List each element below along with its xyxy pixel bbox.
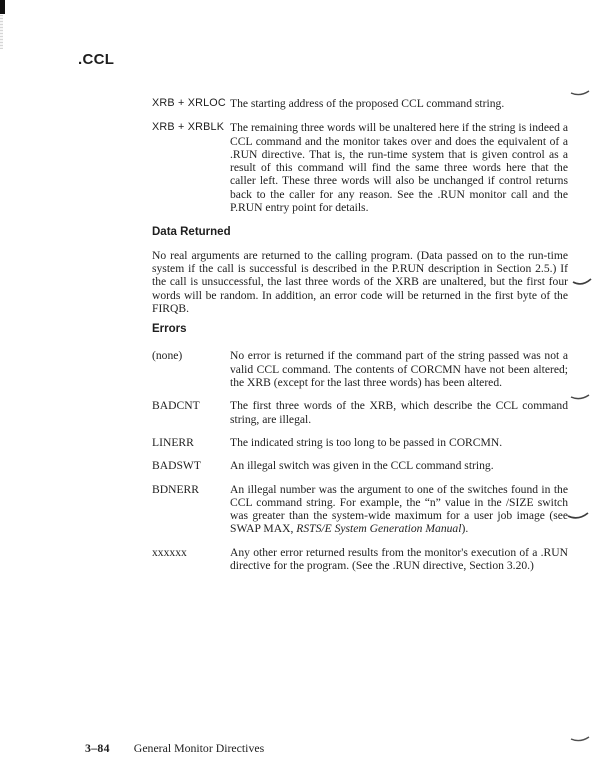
- error-row-none: [152, 349, 568, 389]
- page-number: 3–84: [85, 741, 110, 755]
- xrb-field-description: The remaining three words will be unaltered here if the string is indeed a CCL command and the monitor takes over and does the equivalent of a .RUN directive. That is, the run-time system that is given control as a result of this command will find the same three words here that the caller left. These three words will also be unchanged if control returns back to the caller for any reason. See the .RUN monitor call and the P.RUN entry point for details.: [230, 121, 568, 215]
- error-row-linerr: [152, 436, 568, 449]
- error-description: [230, 483, 568, 536]
- page-edge-mark: [571, 278, 593, 288]
- data-returned-paragraph: No real arguments are returned to the calling program. (Data passed on to the run-time system if the call is successful is described in the P.RUN description in Section 2.5.) If the call is unsuccessful, the last three words of the XRB are unaltered, but the first four words will be random. In addition, an error code will be returned in the first byte of the FIRQB.: [152, 248, 568, 315]
- error-description: An illegal switch was given in the CCL command string.: [230, 459, 494, 473]
- error-row-bdnerr: [152, 483, 568, 536]
- error-row-badcnt: [152, 399, 568, 426]
- error-code-label: xxxxxx: [152, 545, 187, 559]
- error-description: The first three words of the XRB, which describe the CCL command string, are illegal.: [230, 399, 568, 426]
- footer-section-title: General Monitor Directives: [133, 741, 265, 755]
- scan-edge-streaks: [0, 15, 3, 49]
- error-code-label: BADSWT: [152, 459, 201, 473]
- xrb-row-xrblk: [152, 121, 568, 214]
- error-description: No error is returned if the command part of the string passed was not a valid CCL command. The contents of CORCMN have not been altered; the XRB (except for the last three words) has been altered.: [230, 349, 568, 390]
- error-code-label: (none): [152, 349, 183, 363]
- error-row-badswt: [152, 459, 568, 472]
- page-edge-mark: [569, 393, 591, 403]
- xrb-field-label: XRB + XRBLK: [152, 121, 225, 134]
- error-code-label: BADCNT: [152, 399, 200, 413]
- errors-heading: Errors: [152, 323, 187, 336]
- error-code-label: LINERR: [152, 435, 194, 449]
- data-returned-heading: Data Returned: [152, 226, 231, 239]
- error-description: Any other error returned results from the monitor's execution of a .RUN directive for the program. (See the .RUN directive, Section 3.20.): [230, 545, 568, 573]
- error-description-text: An illegal number was the argument to one of the switches found in the CCL command string. For example, the “n” value in the /SIZE switch was greater than the system-wide maximum for a user job image (see SWAP MAX,: [230, 482, 568, 536]
- page-edge-mark: [566, 512, 588, 522]
- manual-title-italic: RSTS/E System Generation Manual: [296, 522, 462, 536]
- page-body: [152, 97, 568, 582]
- xrb-field-label: XRB + XRLOC: [152, 97, 226, 109]
- page-edge-mark: [569, 89, 591, 99]
- scan-edge-artifact: [0, 0, 5, 14]
- page-footer: [85, 741, 264, 756]
- error-description-suffix: ).: [461, 522, 469, 536]
- xrb-row-xrloc: [152, 97, 568, 110]
- error-description: The indicated string is too long to be passed in CORCMN.: [230, 435, 503, 449]
- error-code-label: BDNERR: [152, 482, 200, 496]
- page-edge-mark: [569, 735, 591, 745]
- xrb-field-description: The starting address of the proposed CCL command string.: [230, 97, 505, 110]
- page-title: .CCL: [78, 51, 115, 68]
- error-row-xxxxxx: [152, 546, 568, 573]
